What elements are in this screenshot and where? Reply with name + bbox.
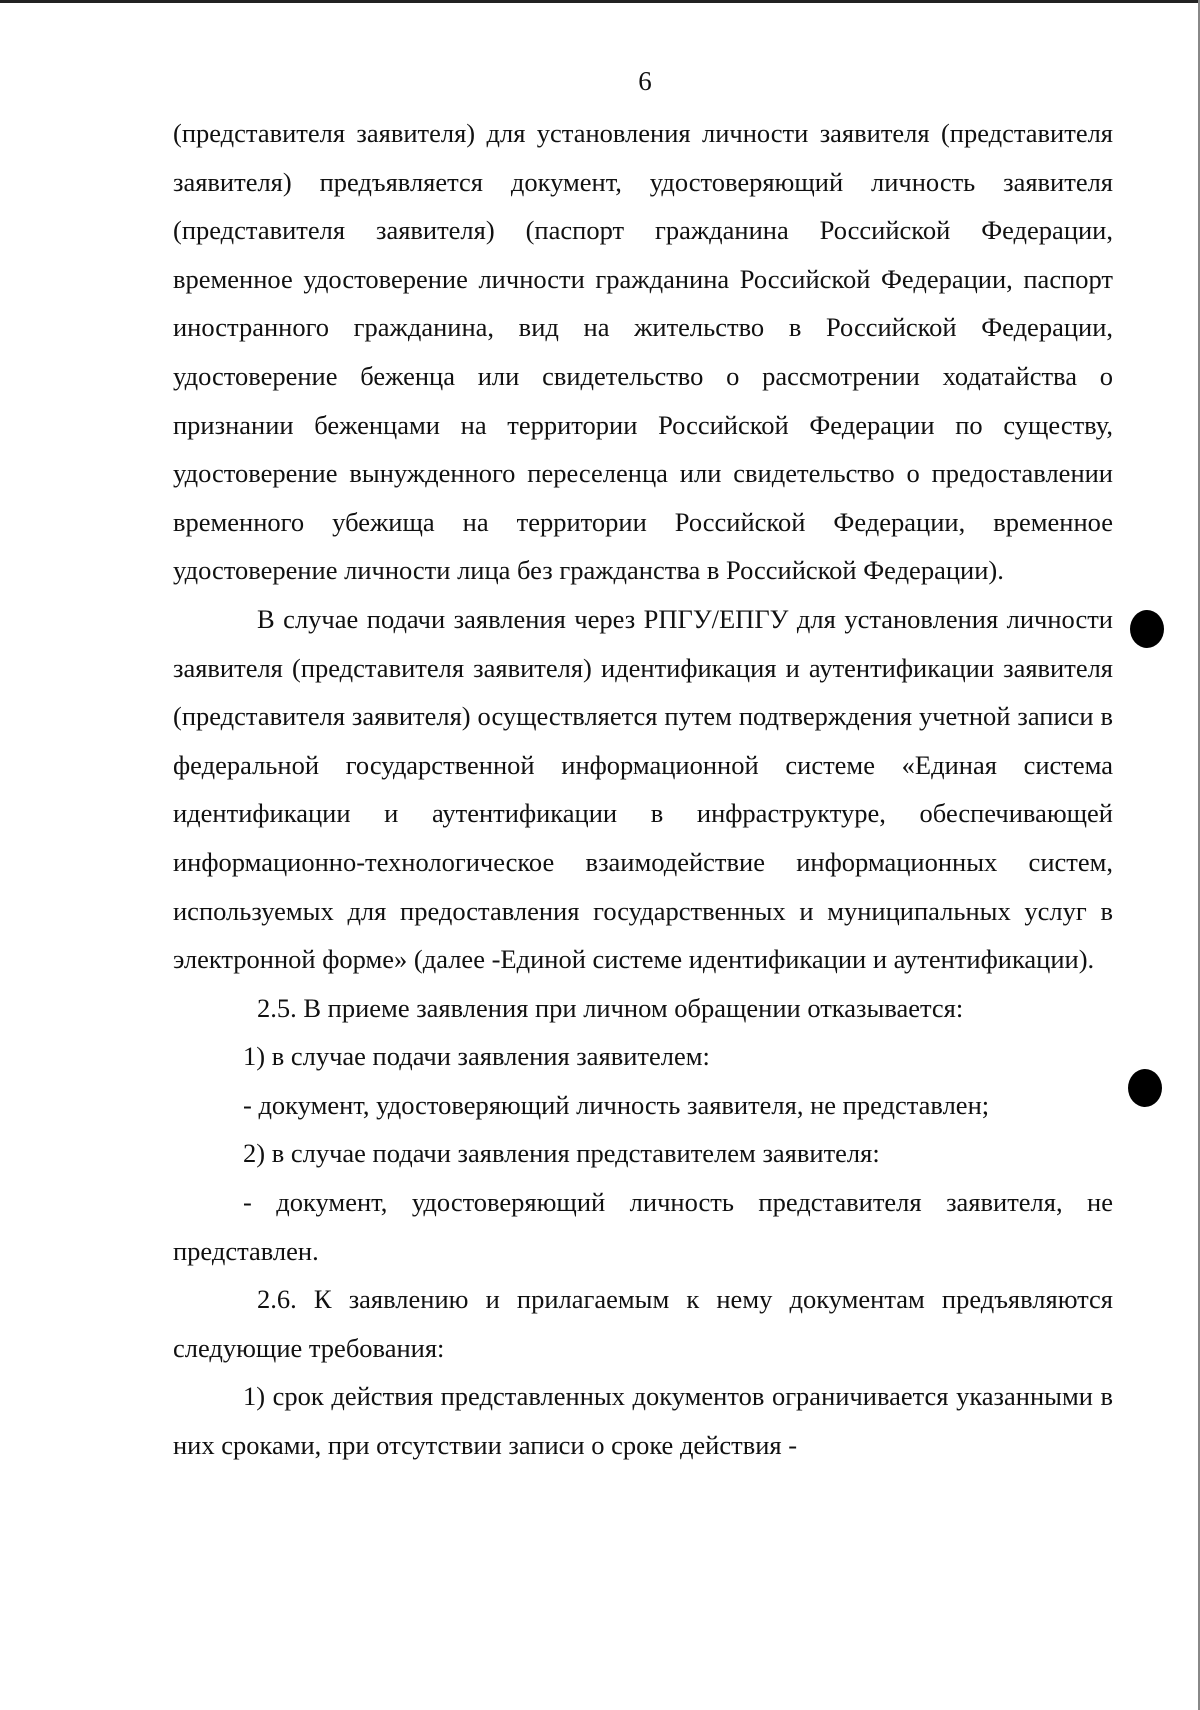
hole-punch-mark [1130,610,1164,648]
list-item-representative-doc: - документ, удостоверяющий личность представителя заявителя, не представлен. [173,1187,1113,1266]
hole-punch-mark [1128,1069,1162,1107]
document-body [173,109,1113,1470]
scan-edge-top [0,0,1200,3]
paragraph-2-5-heading: 2.5. В приеме заявления при личном обращении отказывается: [257,992,964,1023]
list-item-1-validity: 1) срок действия представленных документов ограничивается указанными в них сроками, при отсутствии записи о сроке действия - [173,1381,1113,1461]
paragraph-2-6-heading: 2.6. К заявлению и прилагаемым к нему документам предъявляются следующие требования: [173,1284,1113,1363]
paragraph-epgu-identification: В случае подачи заявления через РПГУ/ЕПГУ для установления личности заявителя (представителя заявителя) идентификация и аутентификации заявителя (представителя заявителя) осуществляется путем подтверждения учетной записи в федеральной государственной информационной системе «Единая система идентификации и аутентификации в инфраструктуре, обеспечивающей информационно-технологическое взаимодействие информационных систем, используемых для предоставления государственных и муниципальных услуг в электронной форме» (далее -Единой системе идентификации и аутентификации). [173,603,1113,975]
list-item-applicant-doc: - документ, удостоверяющий личность заявителя, не представлен; [243,1089,990,1120]
paragraph-continuation: (представителя заявителя) для установления личности заявителя (представителя заявителя) предъявляется документ, удостоверяющий личность заявителя (представителя заявителя) (паспорт гражданина Российской Федерации, временное удостоверение личности гражданина Российской Федерации, паспорт иностранного гражданина, вид на жительство в Российской Федерации, удостоверение беженца или свидетельство о рассмотрении ходатайства о признании беженцами на территории Российской Федерации по существу, удостоверение вынужденного переселенца или свидетельство о предоставлении временного убежища на территории Российской Федерации, временное удостоверение личности лица без гражданства в Российской Федерации). [173,118,1113,586]
page-number: 6 [638,66,652,96]
list-item-1-applicant: 1) в случае подачи заявления заявителем: [243,1041,710,1072]
list-item-2-representative: 2) в случае подачи заявления представителем заявителя: [243,1138,880,1169]
